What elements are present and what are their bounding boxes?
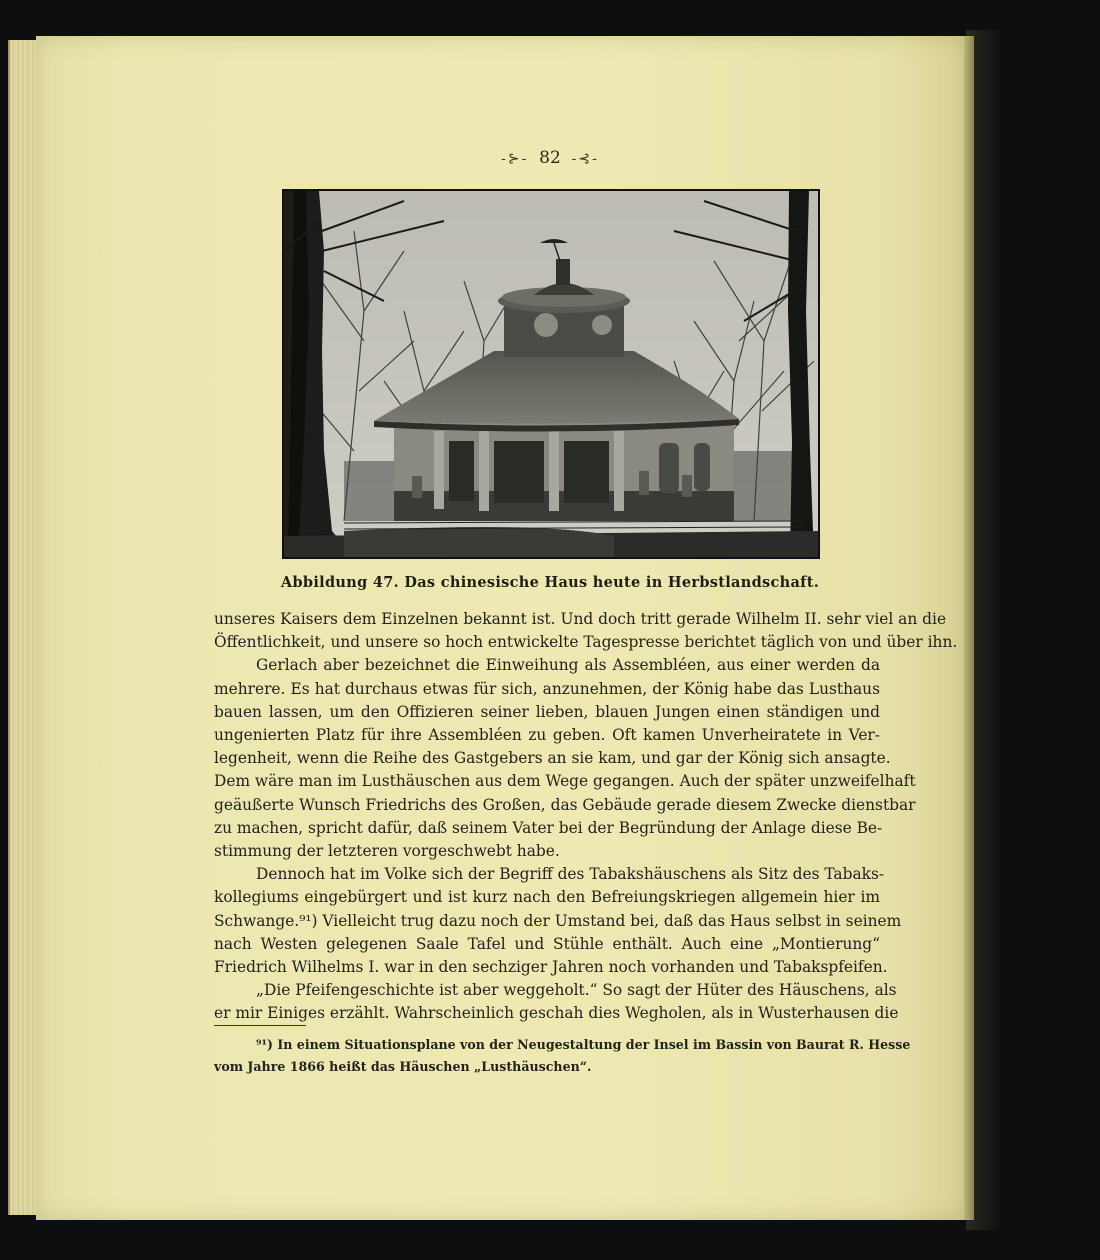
text-line: nach Westen gelegenen Saale Tafel und Stühle enthält. Auch eine „Montierung“ [214,934,880,953]
text-line: ungenierten Platz für ihre Assembléen zu geben. Oft kamen Unverheiratete in Ver- [214,726,880,745]
text-line: geäußerte Wunsch Friedrichs des Großen, das Gebäude gerade diesem Zwecke dienstbar [214,795,916,814]
text-line: Gerlach aber bezeichnet die Einweihung als Assembléen, aus einer werden da [256,656,880,675]
text-line: bauen lassen, um den Offizieren seiner lieben, blauen Jungen einen ständigen und [214,702,880,721]
text-line: mehrere. Es hat durchaus etwas für sich, anzunehmen, der König habe das Lusthaus [214,679,880,698]
text-line: kollegiums eingebürgert und ist kurz nach den Befreiungskriegen allgemein hier im [214,888,880,907]
ornament-left-icon: -⊱- [501,151,529,167]
text-line: Schwange.⁹¹) Vielleicht trug dazu noch der Umstand bei, daß das Haus selbst in seinem [214,911,902,930]
body-text [214,608,958,1026]
text-line: „Die Pfeifengeschichte ist aber weggeholt.“ So sagt der Hüter des Häuschens, als [256,981,897,1000]
photo-chinese-house-drawing [284,191,818,557]
text-line: Friedrich Wilhelms I. war in den sechziger Jahren noch vorhanden und Tabakspfeifen. [214,958,888,977]
text-line: stimmung der letzteren vorgeschwebt habe. [214,842,560,861]
photo-chinese-house [282,189,820,559]
page-number-header [0,148,1100,168]
page-gutter [964,36,974,1220]
text-line: unseres Kaisers dem Einzelnen bekannt ist. Und doch tritt gerade Wilhelm II. sehr viel an die [214,610,947,628]
page-number: 82 [539,148,561,168]
text-line: Dennoch hat im Volke sich der Begriff des Tabakshäuschens als Sitz des Tabaks- [256,865,885,884]
footnote-rule [214,1025,306,1026]
footnote-line: ⁹¹) In einem Situationsplane von der Neugestaltung der Insel im Bassin von Baurat R. Hesse [256,1037,911,1052]
ornament-right-icon: -⊰- [571,151,599,167]
footnote-line: vom Jahre 1866 heißt das Häuschen „Lusthäuschen“. [214,1059,592,1074]
text-line: er mir Einiges erzählt. Wahrscheinlich geschah dies Wegholen, als in Wusterhausen die [214,1004,899,1023]
text-line: legenheit, wenn die Reihe des Gastgebers an sie kam, und gar der König sich ansagte. [214,749,891,768]
text-line: Öffentlichkeit, und unsere so hoch entwickelte Tagespresse berichtet täglich von und über ihn. [214,633,958,652]
text-line: zu machen, spricht dafür, daß seinem Vater bei der Begründung der Anlage diese Be- [214,818,883,837]
footnote [214,1034,911,1078]
figure-caption: Abbildung 47. Das chinesische Haus heute in Herbstlandschaft. [280,574,820,591]
text-line: Dem wäre man im Lusthäuschen aus dem Wege gegangen. Auch der später unzweifelhaft [214,772,916,791]
